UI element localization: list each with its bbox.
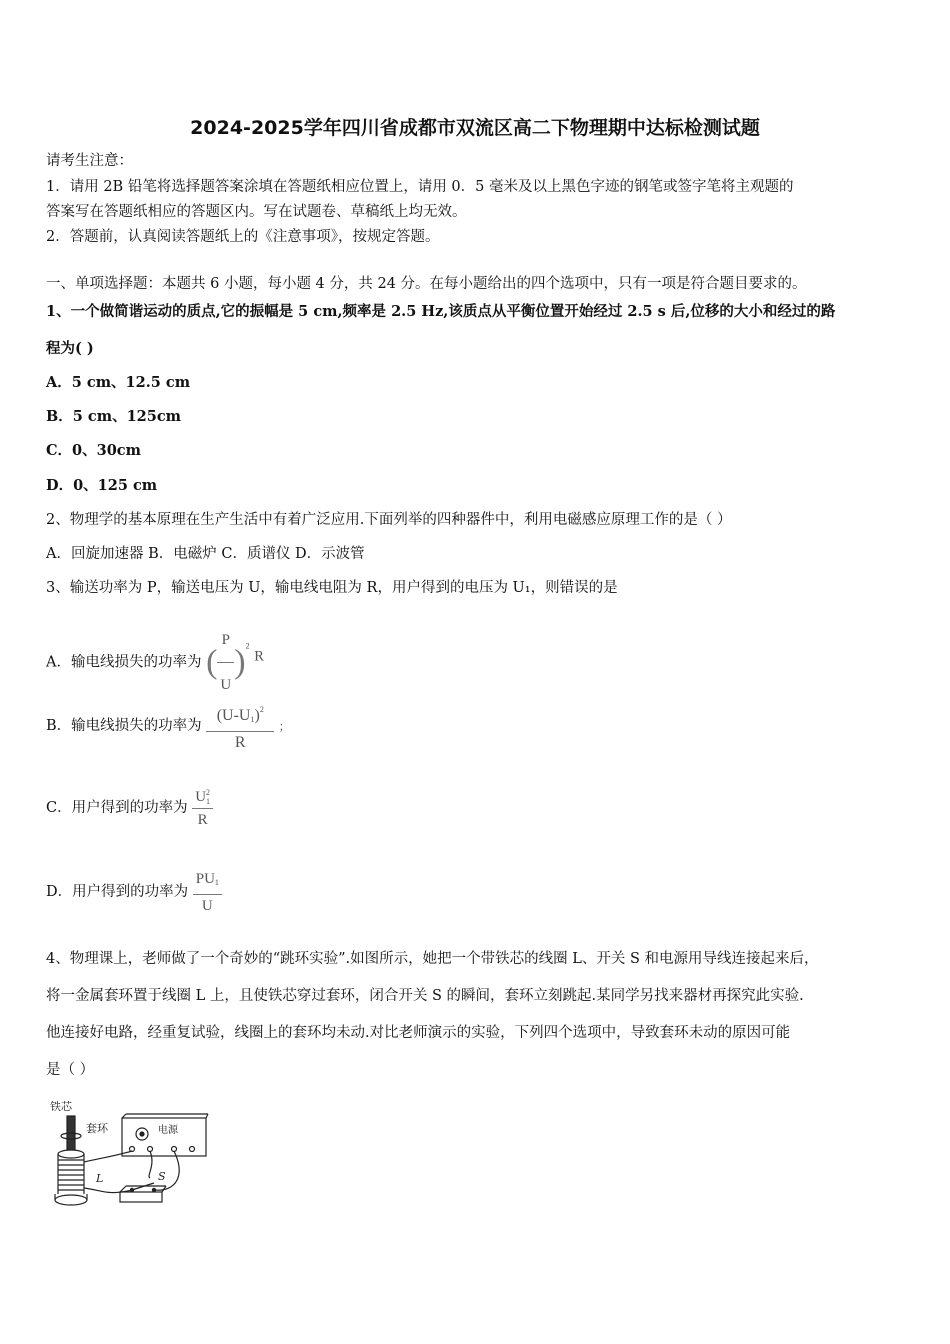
exponent: 2 [259, 704, 264, 714]
notice-line-2: 2．答题前，认真阅读答题纸上的《注意事项》，按规定答题。 [46, 229, 440, 245]
coil [55, 1150, 87, 1205]
page-title: 2024-2025学年四川省成都市双流区高二下物理期中达标检测试题 [190, 117, 760, 139]
exponent: 2 [245, 641, 250, 651]
fraction-denominator: R [206, 731, 274, 754]
q1-option-d: D．0、125 cm [46, 477, 158, 494]
fraction-numerator [192, 786, 213, 808]
q1-option-b: B．5 cm、125cm [46, 408, 182, 425]
q3-option-c-label: C．用户得到的功率为 [46, 800, 188, 816]
q3-stem: 3、输送功率为 P，输送电压为 U，输电线电阻为 R，用户得到的电压为 U₁，则错误的是 [46, 580, 618, 596]
fraction-numerator: P [221, 632, 231, 648]
q4-line-1: 4、物理课上，老师做了一个奇妙的“跳环实验”.如图所示，她把一个带铁芯的线圈 L、开关 S 和电源用导线连接起来后， [46, 951, 819, 967]
q3-option-a-fraction [217, 618, 234, 707]
switch [120, 1183, 166, 1202]
label-ring: 套环 [86, 1122, 108, 1135]
q1-option-a: A．5 cm、12.5 cm [46, 374, 191, 391]
q1-option-c: C．0、30cm [46, 442, 141, 459]
wire [84, 1188, 132, 1193]
left-paren: ( [206, 643, 218, 681]
q3-option-b-fraction [206, 699, 274, 754]
fraction-numerator [206, 699, 274, 731]
q2-stem: 2、物理学的基本原理在生产生活中有着广泛应用.下面列举的四种器件中，利用电磁感应原理工作的是（ ） [46, 512, 732, 528]
jumping-ring-figure [46, 1096, 218, 1212]
fraction-denominator: U [193, 894, 222, 917]
q3-option-a-label: A．输电线损失的功率为 [46, 654, 202, 671]
sub-sup-stack [206, 788, 210, 806]
q4-line-4: 是（ ） [46, 1062, 95, 1078]
q3-option-a [46, 618, 264, 693]
fraction-numerator [193, 868, 222, 894]
notice-heading: 请考生注意： [46, 153, 133, 169]
q3-option-c-fraction [192, 786, 213, 831]
fraction-denominator: R [192, 808, 213, 831]
notice-line-1b: 答案写在答题纸相应的答题区内。写在试题卷、草稿纸上均无效。 [46, 204, 467, 220]
resistance-symbol: R [254, 648, 264, 665]
section-1-heading: 一、单项选择题：本题共 6 小题，每小题 4 分，共 24 分。在每小题给出的四个选项中，只有一项是符合题目要求的。 [46, 276, 807, 292]
q4-line-2: 将一金属套环置于线圈 L 上，且使铁芯穿过套环，闭合开关 S 的瞬间，套环立刻跳起.某同学另找来器材再探究此实验. [46, 988, 804, 1004]
wire [149, 1151, 152, 1178]
label-switch: S [158, 1170, 166, 1183]
numerator-text: PU [195, 870, 215, 887]
label-iron-core: 铁芯 [50, 1100, 72, 1113]
numerator-text: (U-U [216, 706, 251, 724]
q3-option-d-label: D．用户得到的功率为 [46, 884, 189, 900]
q1-stem-b: 程为( ) [46, 340, 94, 357]
q3-option-b [46, 698, 290, 754]
q2-options: A．回旋加速器 B．电磁炉 C．质谱仪 D．示波管 [46, 546, 365, 562]
q3-option-c [46, 780, 213, 836]
exponent: 2 [206, 788, 211, 798]
label-power: 电源 [158, 1125, 178, 1136]
subscript: 1 [250, 714, 255, 724]
close-paren: ) [254, 706, 260, 724]
q4-line-3: 他连接好电路，经重复试验，线圈上的套环均未动.对比老师演示的实验，下列四个选项中，导致套环未动的原因可能 [46, 1025, 791, 1041]
label-coil: L [96, 1172, 104, 1185]
q1-stem-a: 1、一个做简谐运动的质点,它的振幅是 5 cm,频率是 2.5 Hz,该质点从平衡位置开始经过 2.5 s 后,位移的大小和经过的路 [46, 303, 836, 320]
right-paren: ) [234, 643, 246, 681]
q3-option-d-fraction [193, 868, 222, 917]
notice-line-1a: 1．请用 2B 铅笔将选择题答案涂填在答题纸相应位置上，请用 0．5 毫米及以上黑色字迹的钢笔或签字笔将主观题的 [46, 179, 794, 195]
semicolon: ； [278, 721, 290, 733]
fraction-denominator: U [217, 662, 234, 707]
numerator-text: U [195, 788, 207, 805]
subscript: 1 [214, 877, 219, 887]
subscript: 1 [206, 797, 211, 807]
q3-option-d [46, 864, 222, 920]
q3-option-b-label: B．输电线损失的功率为 [46, 718, 202, 734]
